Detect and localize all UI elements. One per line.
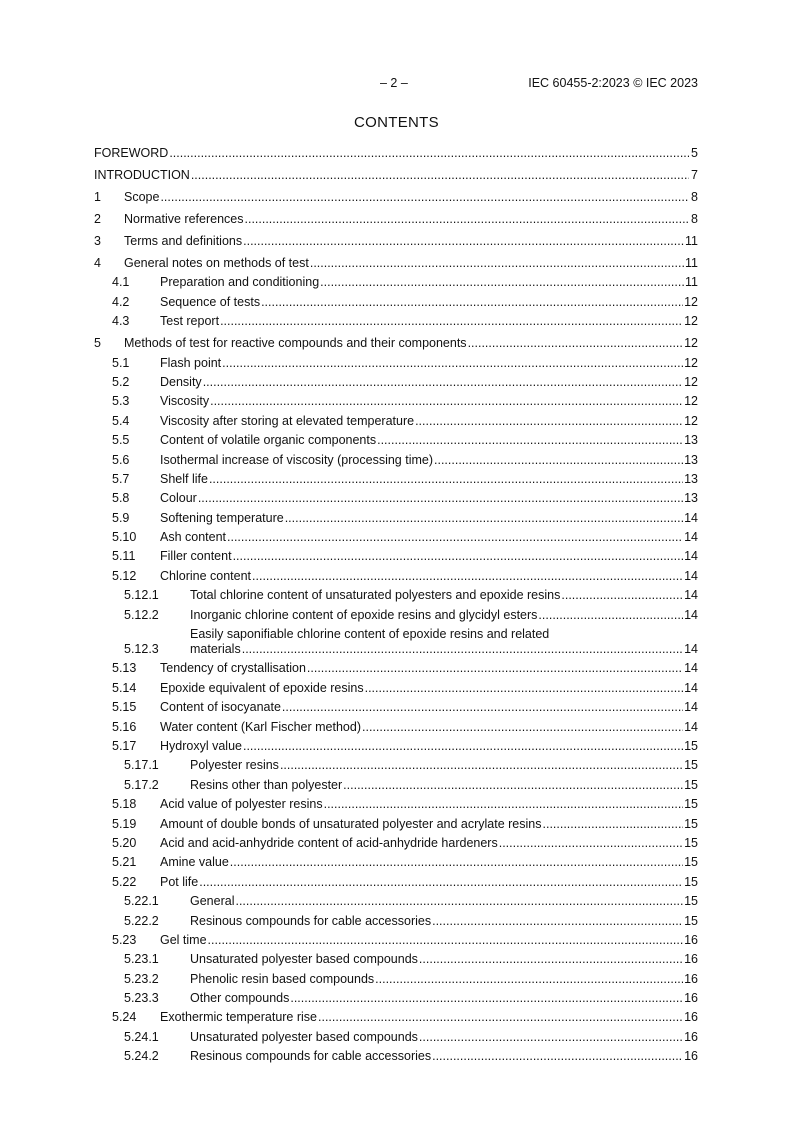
toc-entry-page: 14 [684,530,698,545]
contents-title: CONTENTS [354,114,439,131]
toc-entry[interactable] [94,855,698,870]
toc-entry[interactable] [94,778,698,793]
toc-entry-label: Unsaturated polyester based compounds [190,1029,418,1044]
toc-entry-label: Resinous compounds for cable accessories [190,1049,432,1064]
toc-entry-number: 5.21 [112,855,137,870]
toc-entry-label: INTRODUCTION [94,168,190,182]
toc-entry-label: Colour [160,491,197,506]
toc-entry-number: 5.4 [112,413,130,428]
toc-entry-number: 5.2 [112,374,130,389]
toc-entry-label: Inorganic chlorine content of epoxide resins and glycidyl esters [190,607,538,622]
toc-entry-number: 5.23.1 [124,952,159,967]
toc-entry-page: 15 [684,758,698,773]
dot-leader [160,190,689,205]
dot-leader [561,588,683,603]
toc-entry-page: 15 [684,913,698,928]
toc-entry-page: 15 [684,738,698,753]
toc-entry-number: 1 [94,190,101,204]
toc-entry-page: 11 [685,234,698,248]
toc-entry-page: 15 [684,777,698,792]
dot-leader [324,797,684,812]
toc-entry-page: 15 [684,894,698,909]
toc-entry-number: 5.12 [112,568,137,583]
toc-entry[interactable] [94,1049,698,1064]
toc-entry-label: Amine value [160,855,229,870]
toc-entry[interactable] [94,414,698,429]
toc-entry-label: Resins other than polyester [190,777,343,792]
toc-entry-number: 2 [94,212,101,226]
dot-leader [432,1049,683,1064]
toc-entry-label: Phenolic resin based compounds [190,971,375,986]
toc-entry[interactable] [94,608,698,623]
toc-entry-label: Gel time [160,932,207,947]
toc-entry-number: 3 [94,234,101,248]
dot-leader [432,914,683,929]
toc-entry-number: 5.10 [112,530,137,545]
toc-entry-number: 5.24 [112,1010,137,1025]
toc-entry[interactable] [94,700,698,715]
toc-entry[interactable] [94,817,698,832]
dot-leader [290,991,683,1006]
toc-entry[interactable] [94,720,698,735]
toc-entry-number: 5.12.3 [124,642,159,657]
toc-entry-label: Isothermal increase of viscosity (processing time) [160,452,434,467]
toc-entry[interactable] [94,530,698,545]
toc-entry-label: Terms and definitions [124,234,243,248]
toc-entry[interactable] [94,681,698,696]
toc-entry-page: 16 [684,932,698,947]
dot-leader [209,472,683,487]
dot-leader [243,234,684,249]
toc-entry-page: 8 [691,212,698,226]
document-id: IEC 60455-2:2023 © IEC 2023 [528,76,698,90]
toc-entry[interactable] [94,212,698,227]
toc-entry-number: 5.12.2 [124,607,159,622]
toc-entry-number: 5.23 [112,932,137,947]
toc-entry[interactable] [94,758,698,773]
dot-leader [543,817,684,832]
toc-entry-number: 5.1 [112,355,130,370]
toc-entry-page: 5 [691,146,698,160]
dot-leader [377,433,683,448]
toc-entry-label: Epoxide equivalent of epoxide resins [160,680,364,695]
toc-entry-page: 15 [684,835,698,850]
toc-entry-number: 5.24.2 [124,1049,159,1064]
toc-entry[interactable] [94,491,698,506]
toc-entry-number: 5.22.1 [124,894,159,909]
toc-entry-number: 5.13 [112,661,137,676]
toc-entry-page: 15 [684,797,698,812]
toc-entry-label: Unsaturated polyester based compounds [190,952,418,967]
toc-entry-label: General notes on methods of test [124,256,309,270]
toc-entry-page: 15 [684,816,698,831]
table-of-contents [94,143,698,1064]
toc-entry-number: 4.3 [112,314,130,329]
toc-entry-page: 16 [684,991,698,1006]
toc-entry-label: Test report [160,314,220,329]
dot-leader [365,681,683,696]
toc-entry-number: 5 [94,336,101,351]
toc-entry[interactable] [94,190,698,205]
toc-entry-number: 5.17 [112,738,137,753]
toc-entry[interactable] [94,375,698,390]
dot-leader [310,256,684,271]
dot-leader [243,739,683,754]
dot-leader [233,549,684,564]
dot-leader [235,894,683,909]
toc-entry-page: 16 [684,1049,698,1064]
toc-entry-number: 5.18 [112,797,137,812]
toc-entry-label: Easily saponifiable chlorine content of epoxide resins and related [190,627,550,642]
toc-entry-number: 5.7 [112,471,130,486]
toc-entry-number: 5.8 [112,491,130,506]
dot-leader [203,375,683,390]
toc-entry[interactable] [94,972,698,987]
toc-entry-label: Sequence of tests [160,294,261,309]
toc-entry-number: 5.22.2 [124,913,159,928]
toc-entry-number: 5.19 [112,816,137,831]
toc-entry-number: 5.12.1 [124,588,159,603]
toc-entry[interactable] [94,394,698,409]
dot-leader [538,608,683,623]
toc-entry-label: Softening temperature [160,510,284,525]
toc-entry[interactable] [94,991,698,1006]
toc-entry-page: 14 [684,510,698,525]
toc-entry-label: Acid and acid-anhydride content of acid-anhydride hardeners [160,835,498,850]
toc-entry-label: Content of volatile organic components [160,433,377,448]
toc-entry-page: 7 [691,168,698,182]
dot-leader [375,972,683,987]
toc-entry-page: 8 [691,190,698,204]
toc-entry-page: 13 [684,433,698,448]
toc-entry[interactable] [94,549,698,564]
toc-entry[interactable] [94,836,698,851]
toc-entry-page: 14 [684,719,698,734]
toc-entry[interactable] [94,1030,698,1045]
toc-entry-number: 5.23.3 [124,991,159,1006]
dot-leader [415,414,683,429]
dot-leader [362,720,683,735]
toc-entry-page: 12 [684,294,698,309]
toc-entry[interactable] [94,275,698,290]
toc-entry-page: 14 [684,588,698,603]
toc-entry[interactable] [94,627,698,657]
toc-entry-page: 15 [684,874,698,889]
dot-leader [210,394,683,409]
dot-leader [343,778,683,793]
toc-entry-page: 12 [684,413,698,428]
toc-entry-number: 5.16 [112,719,137,734]
toc-entry-page: 11 [685,275,698,290]
toc-entry-label: Content of isocyanate [160,700,281,715]
dot-leader [199,875,683,890]
dot-leader [227,530,683,545]
dot-leader [307,661,683,676]
toc-entry[interactable] [94,356,698,371]
dot-leader [230,855,683,870]
dot-leader [468,336,684,351]
toc-entry[interactable] [94,739,698,754]
dot-leader [419,1030,683,1045]
toc-entry[interactable] [94,433,698,448]
toc-entry-number: 4.1 [112,275,130,290]
toc-entry-number: 5.17.2 [124,777,159,792]
dot-leader [220,314,683,329]
dot-leader [282,700,683,715]
toc-entry[interactable] [94,797,698,812]
toc-entry-number: 5.11 [112,549,136,564]
toc-entry-number: 5.17.1 [124,758,159,773]
toc-entry-page: 14 [684,549,698,564]
toc-entry-number: 5.9 [112,510,130,525]
dot-leader [499,836,683,851]
toc-entry-label: Filler content [160,549,232,564]
toc-entry-number: 5.6 [112,452,130,467]
toc-entry-label: Preparation and conditioning [160,275,320,290]
toc-entry-label: Shelf life [160,471,208,486]
dot-leader [434,453,683,468]
toc-entry-label: Scope [124,190,160,204]
toc-entry-page: 16 [684,971,698,986]
toc-entry[interactable] [94,952,698,967]
toc-entry-label: Acid value of polyester resins [160,797,323,812]
dot-leader [208,933,684,948]
toc-entry-number: 4 [94,256,101,270]
toc-entry[interactable] [94,894,698,909]
toc-entry-number: 5.24.1 [124,1029,159,1044]
toc-entry-label: Other compounds [190,991,290,1006]
toc-entry-page: 12 [684,374,698,389]
toc-entry-page: 15 [684,855,698,870]
toc-entry-label-continued: materials [190,642,241,657]
toc-entry-page: 14 [684,661,698,676]
toc-entry-label: Tendency of crystallisation [160,661,306,676]
toc-entry[interactable] [94,146,698,161]
toc-entry[interactable] [94,569,698,584]
toc-entry-label: Pot life [160,874,199,889]
toc-entry-label: Methods of test for reactive compounds and their components [124,336,467,351]
toc-entry-page: 12 [684,394,698,409]
toc-entry-label: Polyester resins [190,758,279,773]
toc-entry-label: Hydroxyl value [160,738,242,753]
toc-entry[interactable] [94,1010,698,1025]
toc-entry-label: Ash content [160,530,227,545]
toc-entry[interactable] [94,234,698,249]
toc-entry-page: 14 [684,642,698,657]
toc-entry-label: Total chlorine content of unsaturated polyesters and epoxide resins [190,588,561,603]
toc-entry-number: 5.22 [112,874,137,889]
toc-entry-label: FOREWORD [94,146,169,160]
toc-entry[interactable] [94,314,698,329]
toc-entry-label: Normative references [124,212,244,226]
dot-leader [191,168,689,183]
dot-leader [318,1010,683,1025]
toc-entry-page: 14 [684,568,698,583]
dot-leader [261,295,683,310]
toc-entry-page: 14 [684,680,698,695]
toc-entry[interactable] [94,453,698,468]
dot-leader [252,569,683,584]
toc-entry-number: 5.3 [112,394,130,409]
toc-entry-label: Viscosity after storing at elevated temperature [160,413,415,428]
dot-leader [245,212,690,227]
dot-leader [198,491,683,506]
toc-entry[interactable] [94,472,698,487]
dot-leader [320,275,684,290]
toc-entry-page: 12 [684,336,698,351]
toc-entry-page: 12 [684,314,698,329]
toc-entry-label: General [190,894,235,909]
dot-leader [285,511,683,526]
toc-entry-page: 13 [684,491,698,506]
toc-entry-number: 5.23.2 [124,971,159,986]
toc-entry-page: 12 [684,355,698,370]
dot-leader [222,356,683,371]
toc-entry-label: Water content (Karl Fischer method) [160,719,361,734]
dot-leader [169,146,689,161]
toc-entry-label: Density [160,374,202,389]
toc-entry[interactable] [94,168,698,183]
toc-entry-page: 13 [684,452,698,467]
toc-entry-number: 4.2 [112,294,130,309]
toc-entry[interactable] [94,914,698,929]
toc-entry[interactable] [94,933,698,948]
toc-entry[interactable] [94,511,698,526]
toc-entry[interactable] [94,295,698,310]
toc-entry-label: Chlorine content [160,568,252,583]
toc-entry-page: 13 [684,471,698,486]
page-number: – 2 – [380,76,408,90]
dot-leader [419,952,683,967]
toc-entry[interactable] [94,875,698,890]
toc-entry-label: Amount of double bonds of unsaturated polyester and acrylate resins [160,816,542,831]
toc-entry-number: 5.5 [112,433,130,448]
toc-entry-number: 5.14 [112,680,137,695]
toc-entry-page: 16 [684,1029,698,1044]
toc-entry[interactable] [94,588,698,603]
toc-entry-label: Flash point [160,355,222,370]
dot-leader [280,758,683,773]
toc-entry-number: 5.15 [112,700,137,715]
toc-entry-page: 14 [684,700,698,715]
toc-entry-label: Exothermic temperature rise [160,1010,318,1025]
toc-entry-label: Resinous compounds for cable accessories [190,913,432,928]
toc-entry-number: 5.20 [112,835,137,850]
toc-entry-page: 16 [684,1010,698,1025]
toc-entry-page: 11 [685,256,698,270]
toc-entry[interactable] [94,256,698,271]
toc-entry-page: 14 [684,607,698,622]
toc-entry[interactable] [94,336,698,351]
toc-entry-page: 16 [684,952,698,967]
toc-entry[interactable] [94,661,698,676]
dot-leader [242,642,683,657]
toc-entry-label: Viscosity [160,394,210,409]
